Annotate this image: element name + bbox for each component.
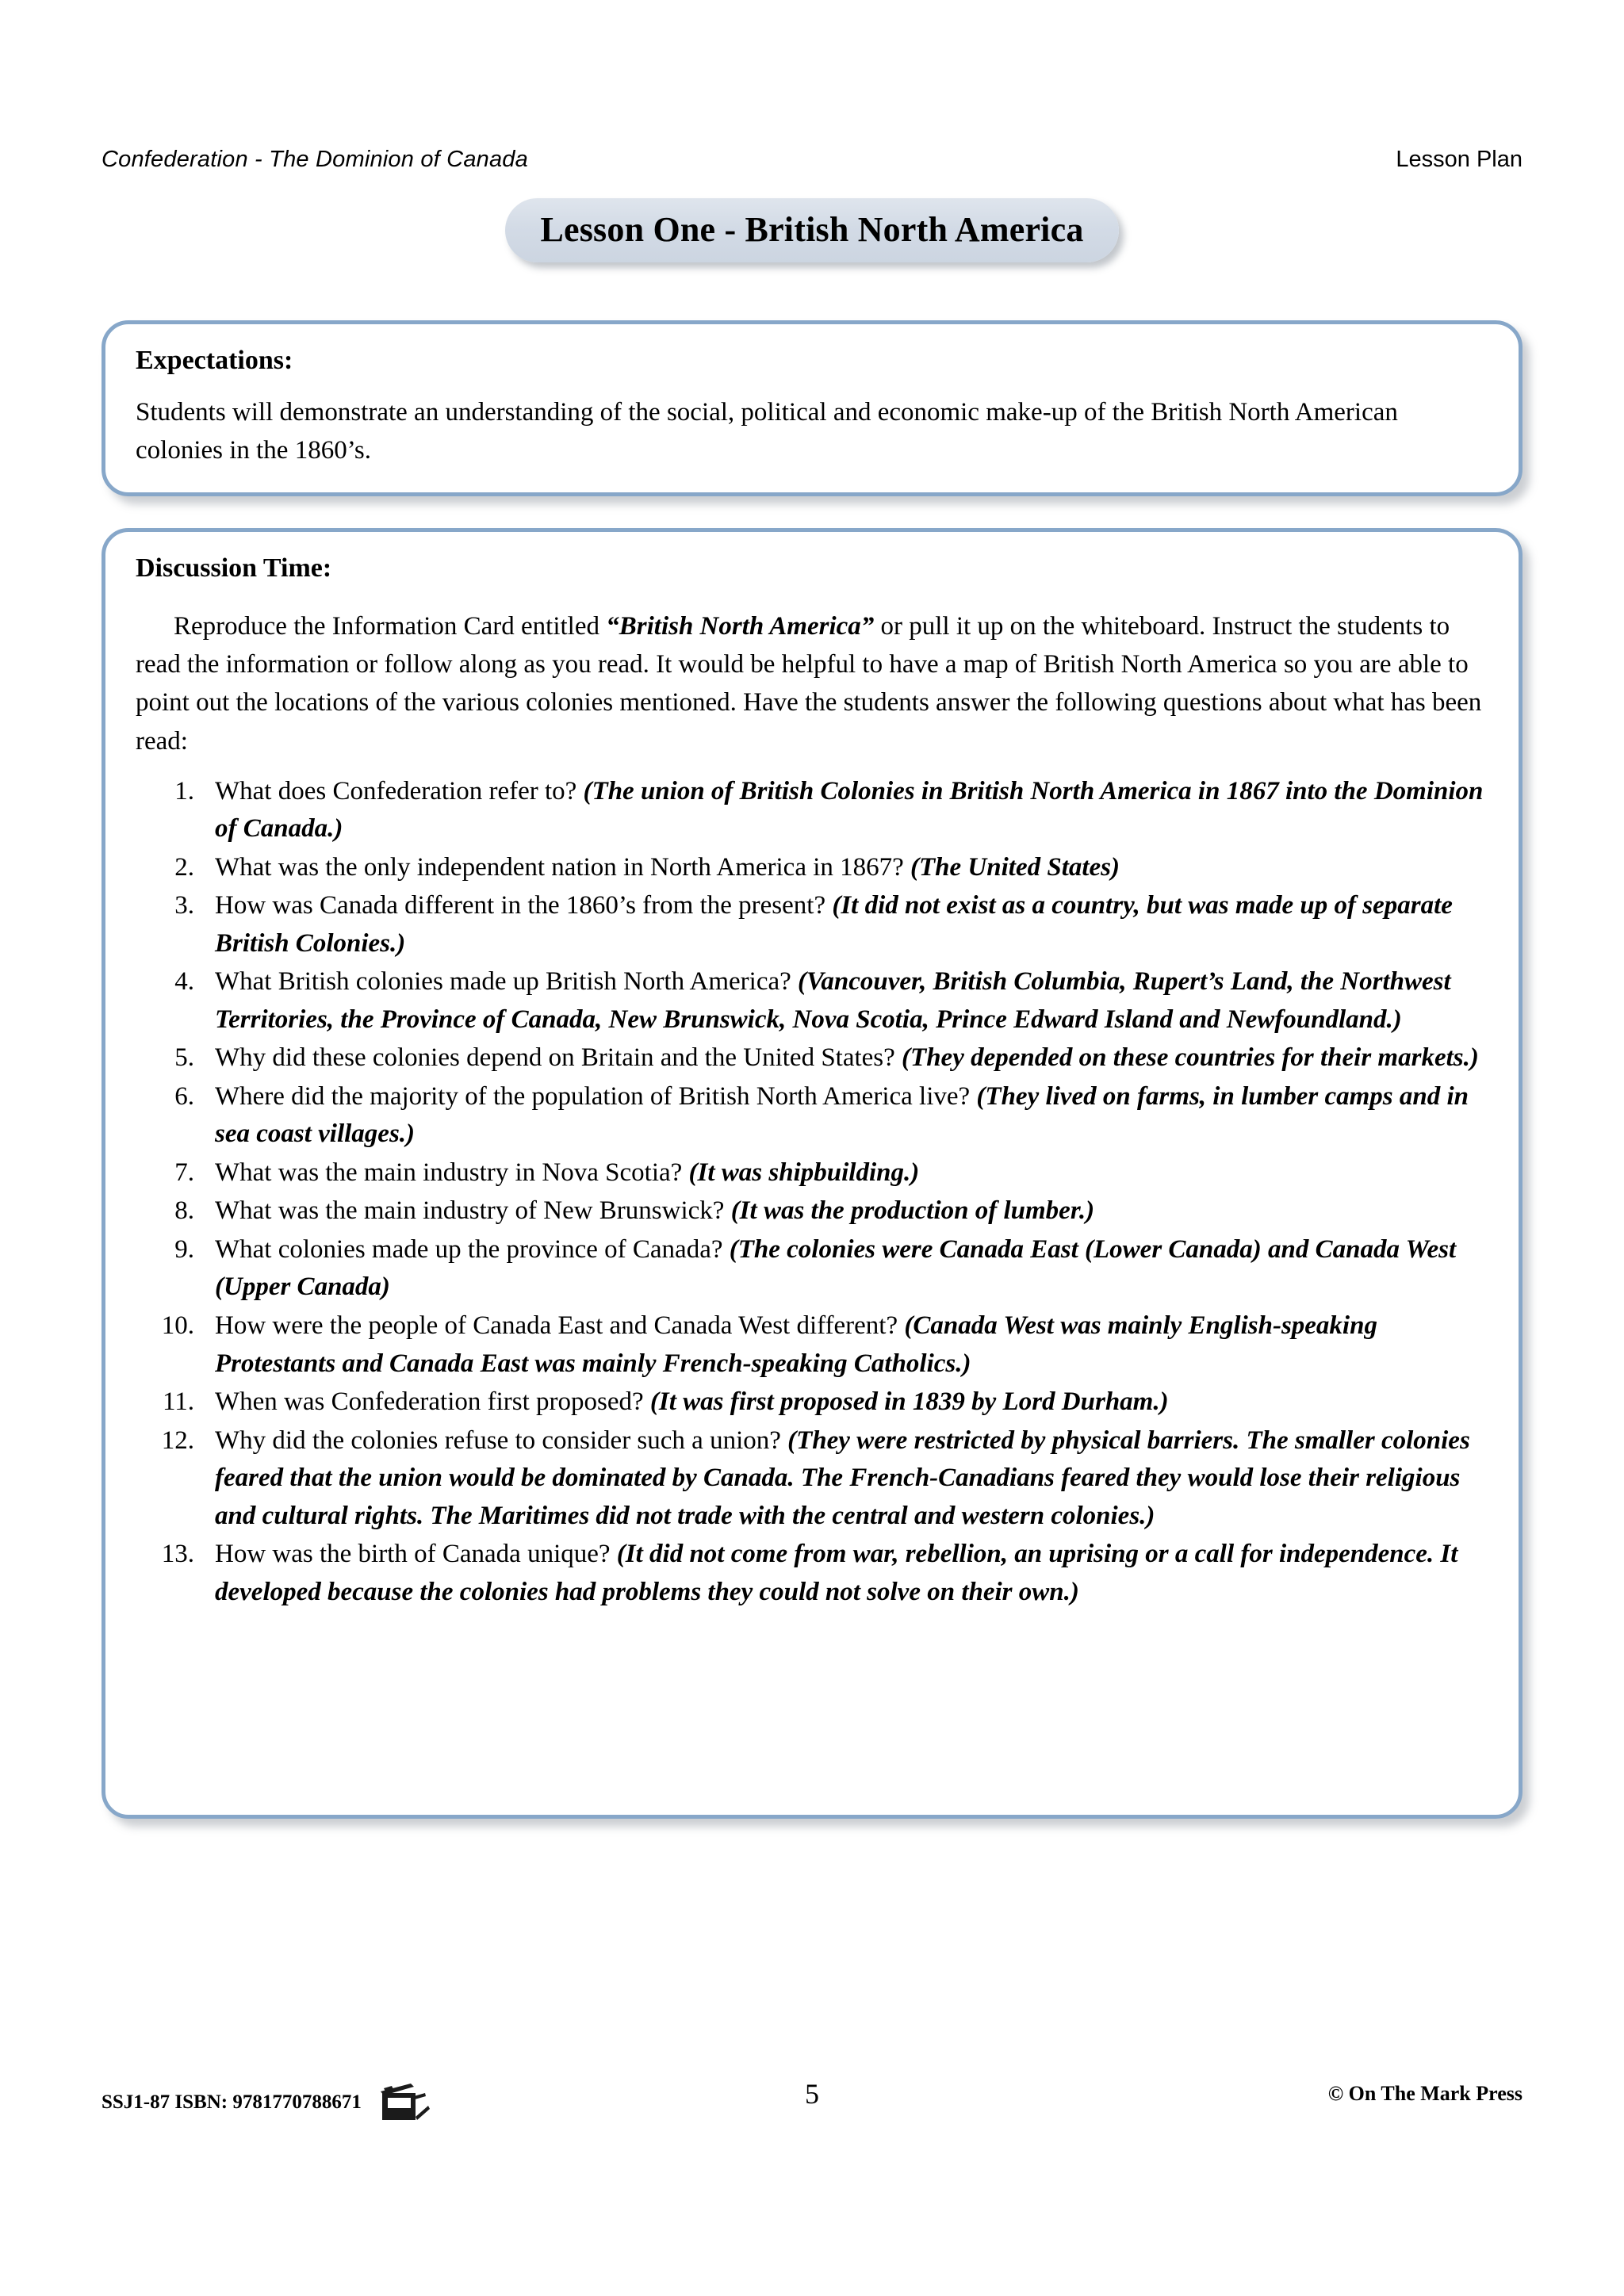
question-text: Why did these colonies depend on Britain and the United States?: [215, 1043, 902, 1073]
question-item: [136, 849, 1488, 887]
question-text: What was the only independent nation in North America in 1867?: [215, 852, 911, 882]
question-item: [136, 1231, 1488, 1307]
copyright-notice: © On The Mark Press: [1327, 2082, 1522, 2105]
lesson-title-container: [0, 198, 1624, 262]
question-item: [136, 887, 1488, 962]
question-text: What does Confederation refer to?: [215, 776, 584, 806]
question-item: [136, 963, 1488, 1039]
question-list: [136, 773, 1488, 1611]
answer-text: (The United States): [910, 852, 1120, 882]
expectations-text: Students will demonstrate an understanding of the social, political and economic make-up of the British North American colonies in the 1860’s.: [136, 398, 1398, 465]
answer-text: (Canada West was mainly English-speaking Protestants and Canada East was mainly French-speaking Catholics.): [215, 1311, 1377, 1378]
question-item: [136, 1307, 1488, 1383]
question-text: Where did the majority of the population of British North America live?: [215, 1081, 977, 1111]
answer-text: (It did not exist as a country, but was made up of separate British Colonies.): [215, 891, 1453, 958]
question-text: What was the main industry of New Brunswick?: [215, 1196, 731, 1226]
page-number: 5: [805, 2078, 819, 2110]
answer-text: (They lived on farms, in lumber camps and in sea coast villages.): [215, 1081, 1469, 1149]
question-text: What was the main industry in Nova Scotia?: [215, 1158, 689, 1187]
product-code-isbn: SSJ1-87 ISBN: 9781770788671: [102, 2091, 362, 2113]
question-item: [136, 1154, 1488, 1192]
question-text: How was the birth of Canada unique?: [215, 1540, 617, 1569]
answer-text: (It was shipbuilding.): [688, 1158, 920, 1187]
discussion-intro-paragraph: [136, 607, 1488, 760]
question-item: [136, 1039, 1488, 1077]
answer-text: (They depended on these countries for their markets.): [902, 1043, 1479, 1073]
photocopier-icon: [379, 2082, 431, 2123]
question-item: [136, 1078, 1488, 1154]
information-card-title: “British North America”: [606, 612, 875, 641]
page-footer: [102, 2071, 1522, 2126]
expectations-box: [102, 320, 1522, 496]
running-head-doc-type: Lesson Plan: [1396, 147, 1522, 172]
answer-text: (It was the production of lumber.): [730, 1196, 1095, 1226]
running-head: [102, 147, 1522, 173]
answer-text: (The colonies were Canada East (Lower Canada) and Canada West (Upper Canada): [215, 1234, 1457, 1302]
question-text: What colonies made up the province of Canada?: [215, 1234, 730, 1264]
question-item: [136, 1536, 1488, 1611]
question-text: How were the people of Canada East and Canada West different?: [215, 1311, 905, 1340]
discussion-intro-before: Reproduce the Information Card entitled: [174, 612, 607, 641]
question-item: [136, 1383, 1488, 1422]
answer-text: (Vancouver, British Columbia, Rupert’s Land, the Northwest Territories, the Province of Canada, New Brunswick, Nova Scotia, Prince Edward Island and Newfoundland.): [215, 967, 1451, 1034]
footer-left-group: [102, 2082, 431, 2123]
question-text: How was Canada different in the 1860’s from the present?: [215, 891, 833, 920]
question-text: When was Confederation first proposed?: [215, 1387, 650, 1417]
running-head-title: Confederation - The Dominion of Canada: [102, 147, 528, 172]
question-item: [136, 1422, 1488, 1536]
discussion-heading: Discussion Time:: [136, 553, 332, 583]
lesson-title-banner: [505, 198, 1118, 262]
discussion-intro-after: or pull it up on the whiteboard. Instruct the students to read the information or follow along as you read. It would be helpful to have a map of British North America so you are able to point out the locations of the various colonies mentioned. Have the students answer the following questions about what has been read:: [136, 612, 1482, 756]
discussion-time-box: [102, 528, 1522, 1819]
question-item: [136, 773, 1488, 848]
answer-text: (The union of British Colonies in British North America in 1867 into the Dominion of Canada.): [215, 776, 1484, 844]
answer-text: (It was first proposed in 1839 by Lord Durham.): [649, 1387, 1169, 1417]
expectations-heading: Expectations:: [136, 346, 293, 375]
question-text: What British colonies made up British North America?: [215, 967, 799, 997]
question-text: Why did the colonies refuse to consider such a union?: [215, 1425, 788, 1455]
answer-text: (It did not come from war, rebellion, an uprising or a call for independence. It developed because the colonies had problems they could not solve on their own.): [215, 1540, 1458, 1606]
answer-text: (They were restricted by physical barriers. The smaller colonies feared that the union would be dominated by Canada. The French-Canadians feared they would lose their religious and cultural rights. The Maritimes did not trade with the central and western colonies.): [215, 1425, 1470, 1530]
question-item: [136, 1192, 1488, 1230]
lesson-title-text: Lesson One - British North America: [540, 210, 1084, 249]
